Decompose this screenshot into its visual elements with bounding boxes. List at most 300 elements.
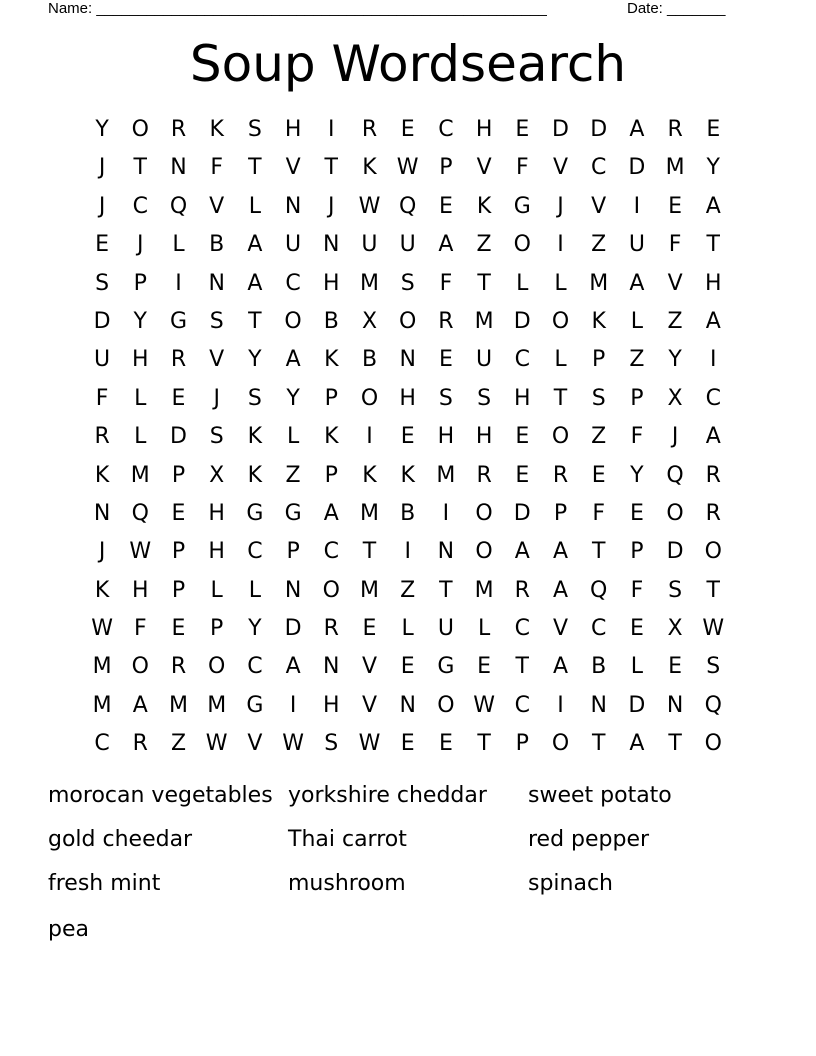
grid-letter: Y [286, 385, 300, 411]
grid-letter: E [629, 616, 644, 642]
grid-letter: H [132, 577, 149, 603]
word-list-item: gold cheedar [48, 827, 193, 852]
grid-letter: Y [248, 616, 262, 642]
grid-row [83, 303, 733, 341]
grid-letter: V [209, 347, 225, 373]
grid-row [83, 226, 733, 264]
grid-letter: K [94, 577, 110, 603]
grid-letter: L [401, 616, 414, 642]
grid-letter: E [400, 424, 415, 450]
grid-letter: A [132, 692, 148, 718]
grid-letter: E [171, 500, 186, 526]
grid-row [83, 265, 733, 303]
grid-letter: W [473, 692, 495, 718]
grid-letter: L [134, 385, 147, 411]
grid-letter: D [628, 155, 646, 181]
word-list-item: yorkshire cheddar [288, 783, 487, 808]
grid-letter: C [591, 616, 607, 642]
grid-letter: J [98, 539, 106, 565]
grid-letter: Q [399, 193, 417, 219]
grid-letter: S [591, 385, 606, 411]
grid-row [83, 648, 733, 686]
grid-letter: T [591, 731, 606, 757]
grid-letter: A [629, 731, 645, 757]
grid-letter: Z [591, 232, 607, 258]
grid-letter: T [248, 155, 262, 181]
grid-letter: F [515, 155, 529, 181]
grid-letter: E [706, 117, 721, 142]
grid-letter: J [137, 232, 144, 258]
grid-letter: C [705, 385, 721, 411]
grid-letter: C [285, 270, 301, 296]
grid-letter: S [324, 731, 339, 757]
worksheet-header [0, 0, 816, 20]
grid-letter: E [171, 385, 186, 411]
grid-letter: R [361, 117, 378, 142]
grid-letter: T [477, 731, 491, 757]
grid-letter: S [247, 385, 262, 411]
grid-letter: I [557, 692, 564, 718]
grid-letter: W [358, 193, 381, 219]
grid-row [83, 725, 733, 763]
grid-letter: J [671, 424, 679, 450]
grid-letter: B [591, 654, 607, 680]
grid-letter: H [208, 500, 225, 526]
grid-letter: N [323, 232, 340, 258]
grid-letter: P [324, 385, 338, 411]
grid-letter: N [437, 539, 455, 565]
grid-letter: D [513, 500, 531, 526]
grid-letter: G [437, 654, 455, 680]
grid-letter: K [324, 347, 339, 373]
grid-letter: J [98, 193, 106, 219]
grid-letter: A [705, 308, 721, 334]
grid-letter: F [668, 232, 682, 258]
grid-letter: P [171, 539, 186, 565]
grid-letter: U [399, 232, 416, 258]
grid-letter: I [404, 539, 411, 565]
grid-letter: L [477, 616, 491, 642]
word-list-item: morocan vegetables [48, 783, 273, 808]
grid-letter: M [589, 270, 609, 296]
grid-letter: W [129, 539, 152, 565]
grid-row [83, 188, 733, 226]
grid-letter: H [323, 270, 340, 296]
grid-letter: R [705, 500, 721, 526]
word-list-item: sweet potato [528, 783, 672, 808]
grid-letter: E [629, 500, 644, 526]
grid-letter: O [666, 500, 684, 526]
grid-letter: A [552, 654, 569, 680]
grid-letter: D [590, 117, 608, 142]
grid-letter: K [247, 462, 263, 488]
grid-letter: L [248, 577, 262, 603]
grid-letter: D [93, 308, 111, 334]
grid-letter: P [210, 616, 224, 642]
word-list-item: spinach [528, 871, 614, 896]
grid-letter: I [710, 347, 717, 373]
grid-letter: T [591, 539, 606, 565]
grid-letter: E [668, 193, 683, 219]
grid-letter: S [247, 117, 262, 142]
grid-letter: Z [400, 577, 416, 603]
grid-letter: Y [706, 155, 720, 181]
grid-letter: E [438, 731, 453, 757]
grid-letter: E [515, 462, 530, 488]
grid-letter: P [324, 462, 338, 488]
grid-letter: P [553, 500, 568, 526]
grid-letter: U [628, 232, 645, 258]
grid-letter: R [170, 347, 187, 373]
grid-letter: H [208, 539, 225, 565]
grid-letter: H [475, 117, 493, 142]
grid-letter: P [630, 385, 644, 411]
grid-letter: A [629, 117, 645, 142]
grid-letter: M [359, 270, 379, 296]
grid-row [83, 610, 733, 648]
page-title: Soup Wordsearch [189, 35, 627, 93]
grid-letter: B [323, 308, 339, 334]
grid-letter: S [438, 385, 453, 411]
grid-letter: H [284, 117, 302, 142]
grid-letter: K [362, 155, 377, 181]
grid-letter: T [706, 232, 720, 258]
grid-letter: P [171, 577, 186, 603]
grid-letter: O [513, 232, 531, 258]
grid-letter: T [248, 308, 262, 334]
grid-letter: L [630, 654, 644, 680]
grid-letter: T [362, 539, 377, 565]
grid-letter: Y [248, 347, 262, 373]
grid-letter: Z [667, 308, 683, 334]
grid-letter: E [477, 654, 492, 680]
grid-letter: F [439, 270, 453, 296]
grid-letter: X [667, 385, 683, 411]
grid-letter: Z [629, 347, 645, 373]
grid-letter: K [324, 424, 339, 450]
grid-letter: E [515, 117, 530, 142]
grid-row [83, 457, 733, 495]
grid-letter: O [704, 539, 722, 565]
grid-letter: M [665, 155, 685, 181]
date-field: Date: _______ [627, 0, 726, 17]
grid-letter: R [94, 424, 110, 450]
grid-letter: P [133, 270, 147, 296]
grid-letter: D [552, 117, 569, 142]
grid-letter: I [175, 270, 182, 296]
grid-row [83, 149, 733, 187]
word-list-item: Thai carrot [288, 827, 407, 852]
grid-letter: R [476, 462, 492, 488]
grid-letter: D [666, 539, 684, 565]
grid-letter: A [323, 500, 339, 526]
grid-letter: N [323, 654, 340, 680]
grid-letter: M [474, 308, 494, 334]
grid-letter: W [358, 731, 381, 757]
grid-letter: S [209, 308, 224, 334]
grid-letter: W [282, 731, 304, 757]
grid-letter: L [554, 347, 567, 373]
grid-letter: Y [133, 308, 147, 334]
grid-letter: F [95, 385, 109, 411]
grid-letter: P [286, 539, 300, 565]
grid-letter: T [668, 731, 682, 757]
grid-letter: E [400, 654, 415, 680]
grid-letter: I [442, 500, 450, 526]
grid-letter: P [592, 347, 606, 373]
grid-row [83, 572, 733, 610]
grid-letter: T [515, 654, 529, 680]
grid-letter: L [134, 424, 147, 450]
grid-letter: P [630, 539, 644, 565]
grid-letter: H [437, 424, 455, 450]
grid-letter: W [91, 616, 113, 642]
grid-letter: P [439, 155, 453, 181]
grid-letter: P [515, 731, 529, 757]
grid-letter: F [592, 500, 606, 526]
grid-letter: C [94, 731, 110, 757]
grid-letter: I [328, 117, 335, 142]
grid-letter: E [438, 347, 453, 373]
grid-letter: D [628, 692, 646, 718]
grid-letter: U [361, 232, 378, 258]
grid-letter: M [207, 692, 227, 718]
word-list-item: pea [48, 917, 89, 942]
grid-letter: H [399, 385, 416, 411]
grid-letter: V [247, 731, 263, 757]
grid-letter: U [94, 347, 111, 373]
grid-letter: Q [704, 692, 722, 718]
grid-letter: K [209, 117, 224, 142]
grid-letter: G [284, 500, 302, 526]
grid-letter: I [633, 193, 641, 219]
grid-letter: Z [285, 462, 301, 488]
grid-letter: J [213, 385, 220, 411]
grid-letter: K [591, 308, 606, 334]
grid-letter: L [210, 577, 223, 603]
grid-letter: N [170, 155, 187, 181]
grid-letter: S [706, 654, 721, 680]
grid-letter: E [668, 654, 683, 680]
grid-letter: C [247, 654, 263, 680]
grid-letter: M [474, 577, 494, 603]
grid-letter: R [705, 462, 721, 488]
grid-letter: O [475, 500, 493, 526]
grid-letter: R [170, 117, 187, 142]
name-field: Name: ______________________________________________________ [48, 0, 547, 17]
grid-letter: V [285, 155, 301, 181]
grid-letter: R [170, 654, 187, 680]
grid-letter: S [209, 424, 224, 450]
grid-letter: O [551, 424, 570, 450]
grid-letter: I [366, 424, 373, 450]
word-list-item: fresh mint [48, 871, 161, 896]
grid-letter: L [286, 424, 300, 450]
grid-letter: T [133, 155, 147, 181]
grid-letter: J [557, 193, 564, 219]
grid-letter: W [702, 616, 725, 642]
grid-letter: U [476, 347, 493, 373]
grid-letter: V [476, 155, 492, 181]
word-list-item: mushroom [288, 871, 406, 896]
grid-letter: O [551, 308, 570, 334]
grid-letter: U [437, 616, 454, 642]
grid-letter: A [514, 539, 530, 565]
grid-letter: T [553, 385, 568, 411]
grid-letter: W [396, 155, 419, 181]
grid-letter: A [705, 424, 721, 450]
grid-letter: L [172, 232, 185, 258]
grid-letter: A [285, 347, 301, 373]
grid-letter: B [209, 232, 225, 258]
grid-letter: M [130, 462, 150, 488]
grid-letter: R [514, 577, 530, 603]
grid-letter: Q [131, 500, 149, 526]
grid-letter: N [284, 577, 302, 603]
grid-letter: F [630, 577, 644, 603]
grid-letter: O [322, 577, 340, 603]
grid-row [83, 111, 733, 149]
grid-letter: E [171, 616, 186, 642]
grid-letter: L [554, 270, 567, 296]
grid-letter: B [361, 347, 378, 373]
grid-letter: M [359, 500, 379, 526]
grid-letter: A [629, 270, 645, 296]
grid-letter: E [400, 731, 415, 757]
grid-letter: P [171, 462, 186, 488]
grid-letter: C [514, 692, 530, 718]
grid-letter: Q [666, 462, 684, 488]
grid-letter: O [437, 692, 455, 718]
grid-letter: D [284, 616, 302, 642]
grid-letter: G [513, 193, 531, 219]
grid-letter: F [630, 424, 644, 450]
grid-letter: R [438, 308, 454, 334]
grid-letter: C [591, 155, 607, 181]
grid-letter: A [552, 539, 569, 565]
grid-letter: O [131, 654, 149, 680]
grid-letter: M [92, 654, 112, 680]
grid-letter: E [591, 462, 606, 488]
grid-letter: R [132, 731, 148, 757]
grid-letter: E [515, 424, 530, 450]
grid-letter: A [285, 654, 301, 680]
grid-letter: J [328, 193, 335, 219]
grid-letter: O [208, 654, 226, 680]
grid-row [83, 380, 733, 418]
grid-letter: V [552, 616, 569, 642]
grid-letter: O [399, 308, 417, 334]
grid-letter: X [361, 308, 378, 334]
grid-letter: M [168, 692, 188, 718]
grid-letter: H [323, 692, 340, 718]
grid-row [83, 495, 733, 533]
grid-letter: M [92, 692, 112, 718]
grid-letter: V [361, 692, 378, 718]
grid-letter: K [400, 462, 415, 488]
word-list-item: red pepper [528, 827, 650, 852]
grid-letter: L [248, 193, 262, 219]
grid-letter: R [667, 117, 683, 142]
grid-letter: N [93, 500, 111, 526]
grid-letter: C [438, 117, 454, 142]
grid-letter: A [247, 232, 263, 258]
grid-letter: O [360, 385, 379, 411]
grid-letter: S [477, 385, 492, 411]
grid-letter: I [289, 692, 297, 718]
grid-letter: H [475, 424, 493, 450]
grid-letter: I [557, 232, 564, 258]
grid-letter: H [705, 270, 722, 296]
grid-letter: O [284, 308, 302, 334]
grid-letter: N [666, 692, 684, 718]
grid-row [83, 533, 733, 571]
grid-letter: W [205, 731, 228, 757]
grid-letter: O [551, 731, 570, 757]
grid-letter: H [132, 347, 149, 373]
grid-letter: C [514, 616, 530, 642]
letter-grid [83, 111, 733, 764]
grid-letter: A [552, 577, 569, 603]
grid-letter: K [362, 462, 377, 488]
grid-letter: K [247, 424, 263, 450]
grid-letter: T [439, 577, 453, 603]
grid-letter: C [514, 347, 530, 373]
grid-letter: O [475, 539, 493, 565]
grid-letter: L [630, 308, 644, 334]
grid-letter: C [132, 193, 148, 219]
grid-letter: N [399, 347, 416, 373]
grid-letter: J [98, 155, 106, 181]
grid-letter: S [668, 577, 683, 603]
grid-letter: G [246, 692, 264, 718]
grid-letter: V [209, 193, 225, 219]
grid-letter: Z [476, 232, 492, 258]
grid-letter: R [323, 616, 339, 642]
grid-row [83, 418, 733, 456]
grid-letter: T [324, 155, 338, 181]
grid-row [83, 341, 733, 379]
grid-letter: F [133, 616, 147, 642]
grid-letter: D [170, 424, 187, 450]
grid-letter: B [400, 500, 416, 526]
grid-letter: K [94, 462, 110, 488]
grid-letter: T [706, 577, 720, 603]
grid-letter: V [552, 155, 569, 181]
grid-letter: E [438, 193, 453, 219]
grid-letter: M [436, 462, 456, 488]
grid-letter: R [552, 462, 569, 488]
grid-letter: G [246, 500, 264, 526]
grid-letter: T [477, 270, 491, 296]
grid-letter: O [131, 117, 149, 142]
grid-letter: Z [170, 731, 187, 757]
grid-letter: Q [169, 193, 188, 219]
grid-letter: N [590, 692, 607, 718]
grid-letter: A [705, 193, 721, 219]
grid-letter: Y [668, 347, 682, 373]
grid-letter: X [209, 462, 225, 488]
grid-letter: S [400, 270, 415, 296]
grid-letter: L [516, 270, 529, 296]
grid-letter: O [704, 731, 722, 757]
grid-letter: Z [591, 424, 607, 450]
grid-letter: N [284, 193, 302, 219]
grid-letter: V [667, 270, 683, 296]
grid-letter: G [169, 308, 188, 334]
grid-letter: C [247, 539, 263, 565]
grid-letter: E [362, 616, 377, 642]
